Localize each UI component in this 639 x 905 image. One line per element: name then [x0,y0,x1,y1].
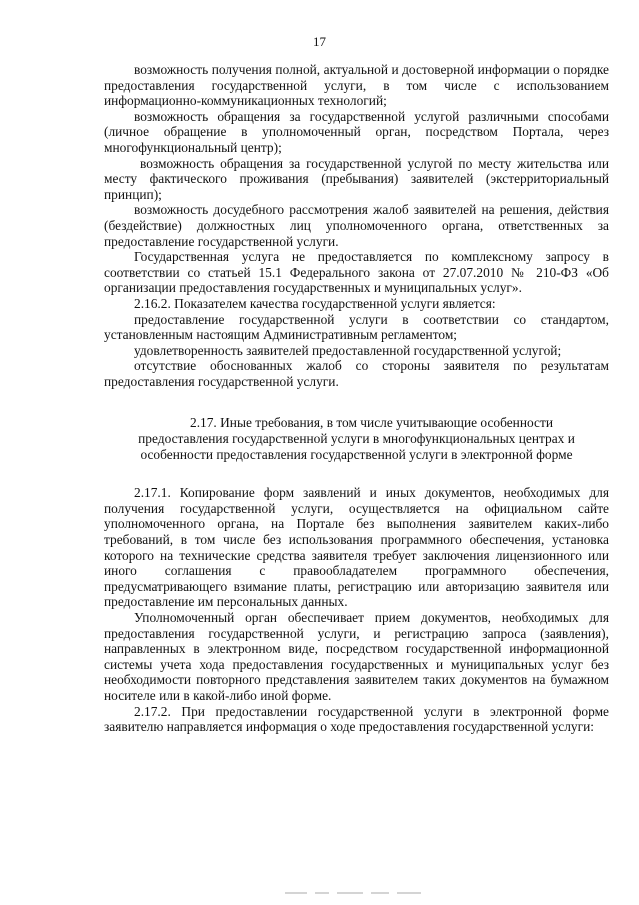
section-heading-line: особенности предоставления государственной услуги в электронной форме [140,446,573,462]
paragraph-form-copying: 2.17.1. Копирование форм заявлений и иных документов, необходимых для получения государственной услуги, осуществляется на официальном сайте уполномоченного органа, на Портале без выполнения заявителем каких-либо требований, в том числе без использования программного обеспечения, установка которого на технические средства заявителя требует заключения лицензионного или иного соглашения с правообладателем программного обеспечения, предусматривающего взимание платы, регистрацию или авторизацию заявителя или предоставление им персональных данных. [104,485,609,610]
section-heading-line: предоставления государственной услуги в многофункциональных центрах и [138,431,575,447]
paragraph-no-complaints: отсутствие обоснованных жалоб со стороны заявителя по результатам предоставления государственной услуги. [104,358,609,389]
paragraph-extraterritorial: возможность обращения за государственной услугой по месту жительства или месту фактического проживания (пребывания) заявителей (экстерриториальный принцип); [104,155,609,202]
paragraph-complex-request: Государственная услуга не предоставляется по комплексному запросу в соответствии со статьей 15.1 Федерального закона от 27.07.2010 № 210-ФЗ «Об организации предоставления государственных и муниципальных услуг». [104,249,609,296]
paragraph-info-access: возможность получения полной, актуальной и достоверной информации о порядке предоставления государственной услуги, в том числе с использованием информационно-коммуникационных технологий; [104,62,609,109]
paragraph-quality-indicator: 2.16.2. Показателем качества государственной услуги является: [134,295,496,311]
paragraph-electronic-info: 2.17.2. При предоставлении государственной услуги в электронной форме заявителю направляется информация о ходе предоставления государственной услуги: [104,703,609,735]
paragraph-standard-compliance: предоставление государственной услуги в соответствии со стандартом, установленным настоящим Административным регламентом; [104,311,609,343]
paragraph-pretrial-appeal: возможность досудебного рассмотрения жалоб заявителей на решения, действия (бездействие) должностных лиц уполномоченного органа, ответственных за предоставление государственной услуги. [104,202,609,249]
page-number: 17 [313,34,326,49]
section-heading-2-17 [104,415,609,462]
paragraph-request-methods: возможность обращения за государственной услугой различными способами (личное обращение в уполномоченный орган, посредством Портала, через многофункциональный центр); [104,108,609,155]
section-heading-line: 2.17. Иные требования, в том числе учитывающие особенности [190,415,553,431]
scan-artifact-marks [285,890,435,896]
paragraph-document-intake: Уполномоченный орган обеспечивает прием документов, необходимых для предоставления государственной услуги, и регистрацию запроса (заявления), направленных в электронном виде, посредством государственной информационной системы учета хода предоставления государственных и муниципальных услуг без необходимости повторного представления заявителем таких документов на бумажном носителе или в какой-либо иной форме. [104,610,609,703]
paragraph-satisfaction: удовлетворенность заявителей предоставленной государственной услугой; [134,342,562,358]
document-body [104,62,609,735]
